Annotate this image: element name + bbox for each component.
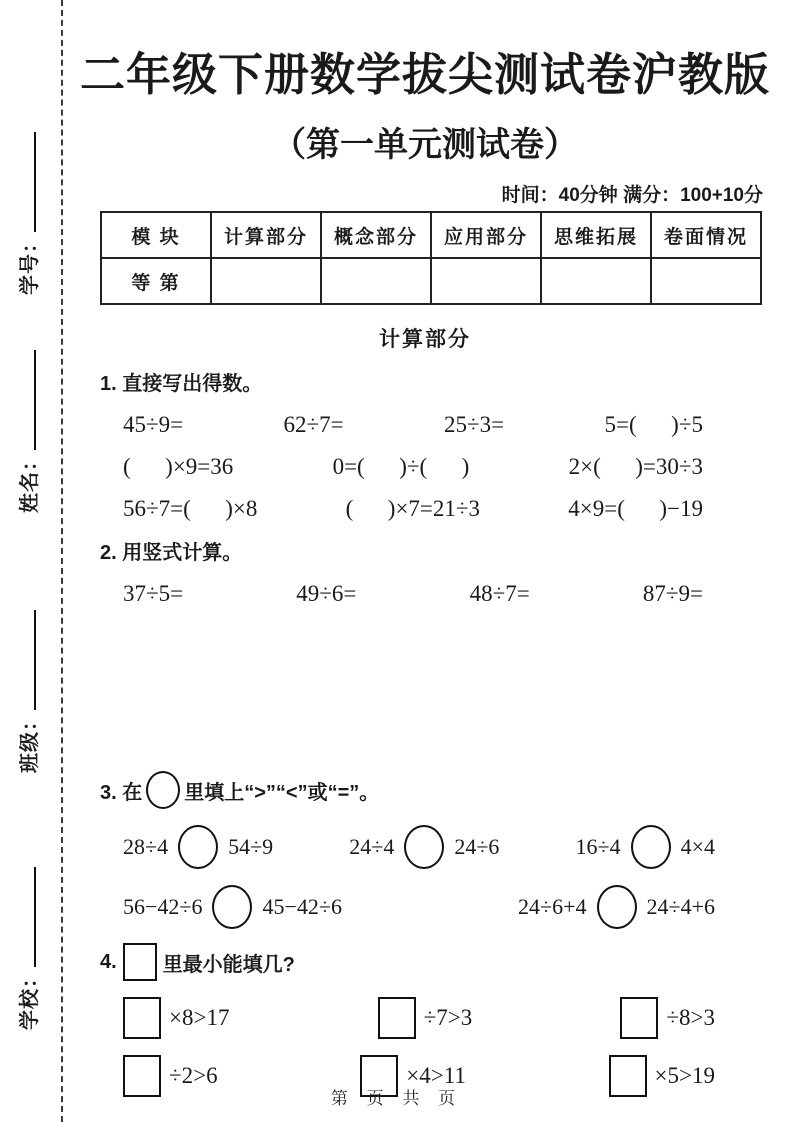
q3-left: 56−42÷6 bbox=[123, 894, 203, 919]
page-subtitle: （第一单元测试卷） bbox=[272, 126, 578, 164]
grade-cell-3 bbox=[431, 258, 541, 304]
name-blank bbox=[18, 350, 36, 450]
section-title: 计算部分 bbox=[379, 328, 471, 351]
q3-comparison bbox=[123, 885, 342, 929]
q3-row-2 bbox=[123, 885, 715, 929]
q3-comparison bbox=[349, 825, 499, 869]
q3-right: 54÷9 bbox=[228, 834, 274, 859]
q3-prompt-after: 里填上“>”“<”或“=”。 bbox=[184, 781, 380, 804]
q4-inequality bbox=[123, 997, 229, 1039]
q3-comparison bbox=[518, 885, 715, 929]
class-label: 班级： bbox=[19, 710, 41, 773]
square-blank-icon bbox=[123, 943, 157, 981]
answer-square bbox=[378, 997, 416, 1039]
school-label: 学校： bbox=[19, 967, 41, 1030]
q4-inequality bbox=[620, 997, 715, 1039]
q3-right: 24÷6 bbox=[454, 834, 500, 859]
q3-prompt bbox=[100, 771, 775, 809]
q2-item: 49÷6= bbox=[296, 581, 357, 606]
q3-left: 28÷4 bbox=[123, 834, 169, 859]
q4-prompt bbox=[100, 943, 775, 981]
exam-info: 时间：40分钟 满分：100+10分 bbox=[501, 185, 763, 206]
q4-expr: ÷8>3 bbox=[666, 1005, 715, 1030]
q3-row-1 bbox=[123, 825, 715, 869]
comparison-circle bbox=[212, 885, 252, 929]
grade-cell-label: 等 第 bbox=[101, 258, 211, 304]
q1-item: 4×9=( )−19 bbox=[568, 496, 703, 521]
q1-item: 2×( )=30÷3 bbox=[568, 454, 703, 479]
q2-row bbox=[123, 581, 703, 607]
score-cell-concept: 概念部分 bbox=[321, 212, 431, 258]
score-table-header-row bbox=[101, 212, 761, 258]
class-blank bbox=[18, 610, 36, 710]
q4-expr: ×8>17 bbox=[169, 1005, 230, 1030]
fold-dashed-line bbox=[61, 0, 63, 1122]
grade-cell-4 bbox=[541, 258, 651, 304]
q3-right: 24÷4+6 bbox=[646, 894, 715, 919]
comparison-circle bbox=[631, 825, 671, 869]
q3-right: 45−42÷6 bbox=[262, 894, 342, 919]
school-blank bbox=[18, 867, 36, 967]
q3-left: 16÷4 bbox=[575, 834, 621, 859]
q1-item: 0=( )÷( ) bbox=[332, 454, 470, 479]
q3-left: 24÷4 bbox=[349, 834, 395, 859]
grade-cell-2 bbox=[321, 258, 431, 304]
q1-row-2 bbox=[123, 454, 703, 480]
score-table-grade-row bbox=[101, 258, 761, 304]
q4-expr: ÷7>3 bbox=[423, 1005, 473, 1030]
page-footer: 第 页 共 页 bbox=[330, 1089, 463, 1108]
grade-cell-5 bbox=[651, 258, 761, 304]
q1-item: ( )×9=36 bbox=[123, 454, 234, 479]
q3-prompt-before: 3. 在 bbox=[100, 781, 143, 804]
comparison-circle bbox=[178, 825, 218, 869]
margin-field-student-id bbox=[13, 105, 47, 295]
q1-item: 5=( )÷5 bbox=[604, 412, 703, 437]
q4-expr: ×4>11 bbox=[406, 1063, 466, 1088]
grade-cell-1 bbox=[211, 258, 321, 304]
circle-blank-icon bbox=[146, 771, 180, 809]
student-id-label: 学号： bbox=[19, 232, 41, 295]
q2-work-space bbox=[75, 607, 775, 757]
q1-row-3 bbox=[123, 496, 703, 522]
score-cell-module: 模 块 bbox=[101, 212, 211, 258]
score-table bbox=[100, 211, 762, 305]
q4-row-1 bbox=[123, 997, 715, 1039]
q2-item: 87÷9= bbox=[642, 581, 703, 606]
q2-item: 37÷5= bbox=[123, 581, 184, 606]
q3-comparison bbox=[123, 825, 273, 869]
q1-row-1 bbox=[123, 412, 703, 438]
margin-field-class bbox=[13, 583, 47, 773]
worksheet-content bbox=[75, 0, 775, 1097]
q1-item: 56÷7=( )×8 bbox=[123, 496, 258, 521]
q4-prompt-after: 里最小能填几? bbox=[162, 953, 295, 976]
q4-prompt-before: 4. bbox=[100, 950, 117, 973]
answer-square bbox=[123, 997, 161, 1039]
q1-item: ( )×7=21÷3 bbox=[345, 496, 481, 521]
score-cell-thinking: 思维拓展 bbox=[541, 212, 651, 258]
name-label: 姓名： bbox=[19, 450, 41, 513]
q2-prompt: 2. 用竖式计算。 bbox=[100, 542, 243, 564]
q3-left: 24÷6+4 bbox=[518, 894, 587, 919]
answer-square bbox=[620, 997, 658, 1039]
score-cell-neatness: 卷面情况 bbox=[651, 212, 761, 258]
q4-expr: ×5>19 bbox=[654, 1063, 715, 1088]
q3-comparison bbox=[576, 825, 716, 869]
q1-item: 62÷7= bbox=[283, 412, 344, 437]
margin-field-name bbox=[13, 323, 47, 513]
score-cell-calc: 计算部分 bbox=[211, 212, 321, 258]
q3-right: 4×4 bbox=[680, 834, 715, 859]
q1-item: 25÷3= bbox=[444, 412, 505, 437]
score-cell-apply: 应用部分 bbox=[431, 212, 541, 258]
comparison-circle bbox=[597, 885, 637, 929]
q1-prompt: 1. 直接写出得数。 bbox=[100, 373, 263, 395]
q2-item: 48÷7= bbox=[469, 581, 530, 606]
q1-item: 45÷9= bbox=[123, 412, 184, 437]
q4-inequality bbox=[378, 997, 473, 1039]
margin-field-school bbox=[13, 840, 47, 1030]
page-title: 二年级下册数学拔尖测试卷沪教版 bbox=[79, 49, 770, 100]
comparison-circle bbox=[404, 825, 444, 869]
q4-expr: ÷2>6 bbox=[169, 1063, 218, 1088]
student-id-blank bbox=[18, 132, 36, 232]
